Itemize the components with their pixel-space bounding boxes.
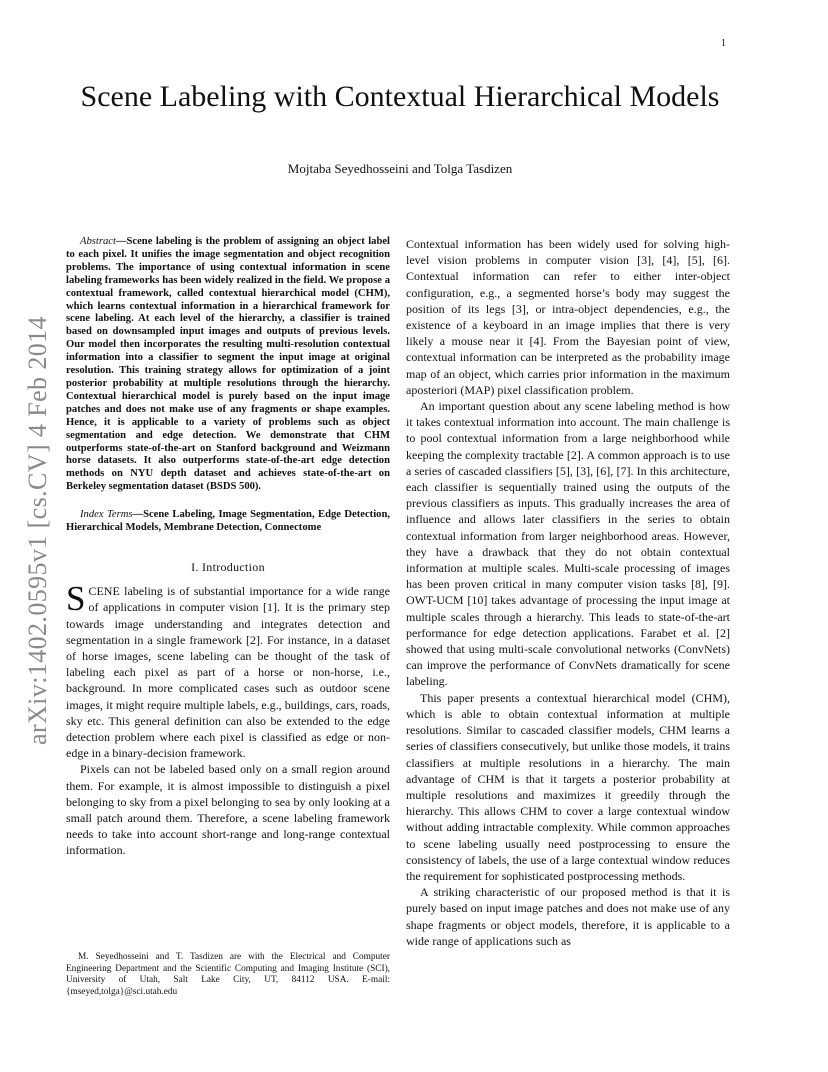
index-terms [66,508,390,534]
paper-title: Scene Labeling with Contextual Hierarchical Models [80,80,720,113]
authors: Mojtaba Seyedhosseini and Tolga Tasdizen [287,161,513,176]
section-heading-introduction: I. Introduction [191,560,265,575]
right-paragraph-3: This paper presents a contextual hierarchical model (CHM), which is able to obtain contextual information at multiple resolutions. Similar to cascaded classifier models, CHM learns a series of classifiers consecutively, but unlike those models, it trains classifiers at multiple resolutions in a hierarchy. The main advantage of CHM is that it targets a posterior probability at multiple resolutions and maximizes it greedily through the hierarchy. This allows CHM to cover a large contextual window without adding intractable complexity. While common approaches to scene labeling usually need postprocessing to ensure the consistency of labels, the use of a large contextual window reduces the requirement for sophisticated postprocessing methods. [406,690,730,883]
intro-paragraph-1-text: CENE labeling is of substantial importance for a wide range of applications in computer vision [1]. It is the primary step towards image understanding and integrates detection and segmentation in a single framework [2]. For instance, in a dataset of horse images, scene labeling can be thought of the task of labeling each pixel as part of a horse or non-horse, i.e., background. In more complicated cases such as outdoor scene images, it might require multiple labels, e.g., buildings, cars, roads, sky etc. This general definition can also be extended to the edge detection problem where each pixel is classified as edge or non-edge in a binary-decision framework. [66,584,390,761]
right-paragraph-1: Contextual information has been widely used for solving high-level vision problems in computer vision [3], [4], [5], [6]. Contextual information can refer to either inter-object configuration, e.g., a segmented horse’s body may suggest the position of its legs [3], or intra-object dependencies, e.g., the existence of a keyboard in an image implies that there is very likely a mouse near it [4]. From the Bayesian point of view, contextual information can be interpreted as the probability image map of an object, which carries prior information in the maximum aposteriori (MAP) pixel classification problem. [406,237,730,397]
dropcap: S [66,579,86,619]
right-paragraph-4: A striking characteristic of our proposed method is that it is purely based on input image patches and does not make use of any shape fragments or object models, therefore, it is applicable to a wide range of applications such as [406,885,730,948]
abstract-lead: Abstract [80,236,116,247]
page-number: 1 [721,38,726,49]
right-column [406,236,730,949]
index-terms-lead: Index Terms [80,509,133,521]
arxiv-side-identifier: arXiv:1402.0595v1 [cs.CV] 4 Feb 2014 [23,316,52,745]
right-paragraph-2: An important question about any scene labeling method is how it takes contextual information into account. The main challenge is to pool contextual information from a large neighborhood while keeping the complexity tractable [2]. A common approach is to use a series of cascaded classifiers [5], [3], [6], [7]. In this architecture, each classifier is sequentially trained using the outputs of the previous classifiers as inputs. This gradually increases the area of influence and allows later classifiers in the series to obtain contextual information from larger neighborhood areas. However, they have a drawback that they do not obtain contextual information at multiple scales. Multi-scale processing of images has been proven critical in many computer vision tasks [8], [9]. OWT-UCM [10] takes advantage of processing the input image at multiple scales through a hierarchy. This leads to state-of-the-art performance for edge detection applications. Farabet et al. [2] showed that using multi-scale convolutional networks (ConvNets) can improve the performance of ConvNets dramatically for scene labeling. [406,399,730,689]
left-column [66,236,390,859]
index-terms-text: —Scene Labeling, Image Segmentation, Edge Detection, Hierarchical Models, Membrane Detection, Connectome [66,509,390,534]
abstract [66,236,390,494]
footnote: M. Seyedhosseini and T. Tasdizen are with the Electrical and Computer Engineering Department and the Scientific Computing and Imaging Institute (SCI), University of Utah, Salt Lake City, UT, 84112 USA. E-mail: {mseyed,tolga}@sci.utah.edu [66,952,390,997]
abstract-text: —Scene labeling is the problem of assigning an object label to each pixel. It unifies the image segmentation and object recognition problems. The importance of using contextual information in scene labeling frameworks has been widely realized in the field. We propose a contextual framework, called contextual hierarchical model (CHM), which learns contextual information in a hierarchical framework for scene labeling. At each level of the hierarchy, a classifier is trained based on downsampled input images and outputs of previous levels. Our model then incorporates the resulting multi-resolution contextual information into a classifier to segment the input image at original resolution. This training strategy allows for optimization of a joint posterior probability at multiple resolutions through the hierarchy. Contextual hierarchical model is purely based on the input image patches and does not make use of any fragments or shape examples. Hence, it is applicable to a variety of problems such as object segmentation and edge detection. We demonstrate that CHM outperforms state-of-the-art on Stanford background and Weizmann horse datasets. It also outperforms state-of-the-art edge detection methods on NYU depth dataset and achieves state-of-the-art on Berkeley segmentation dataset (BSDS 500). [66,236,390,493]
intro-paragraph-1 [66,579,390,761]
intro-paragraph-2: Pixels can not be labeled based only on a small region around them. For example, it is almost impossible to distinguish a pixel belonging to sky from a pixel belonging to sea by only looking at a small patch around them. Therefore, a scene labeling framework needs to take into account short-range and long-range contextual information. [66,762,390,858]
